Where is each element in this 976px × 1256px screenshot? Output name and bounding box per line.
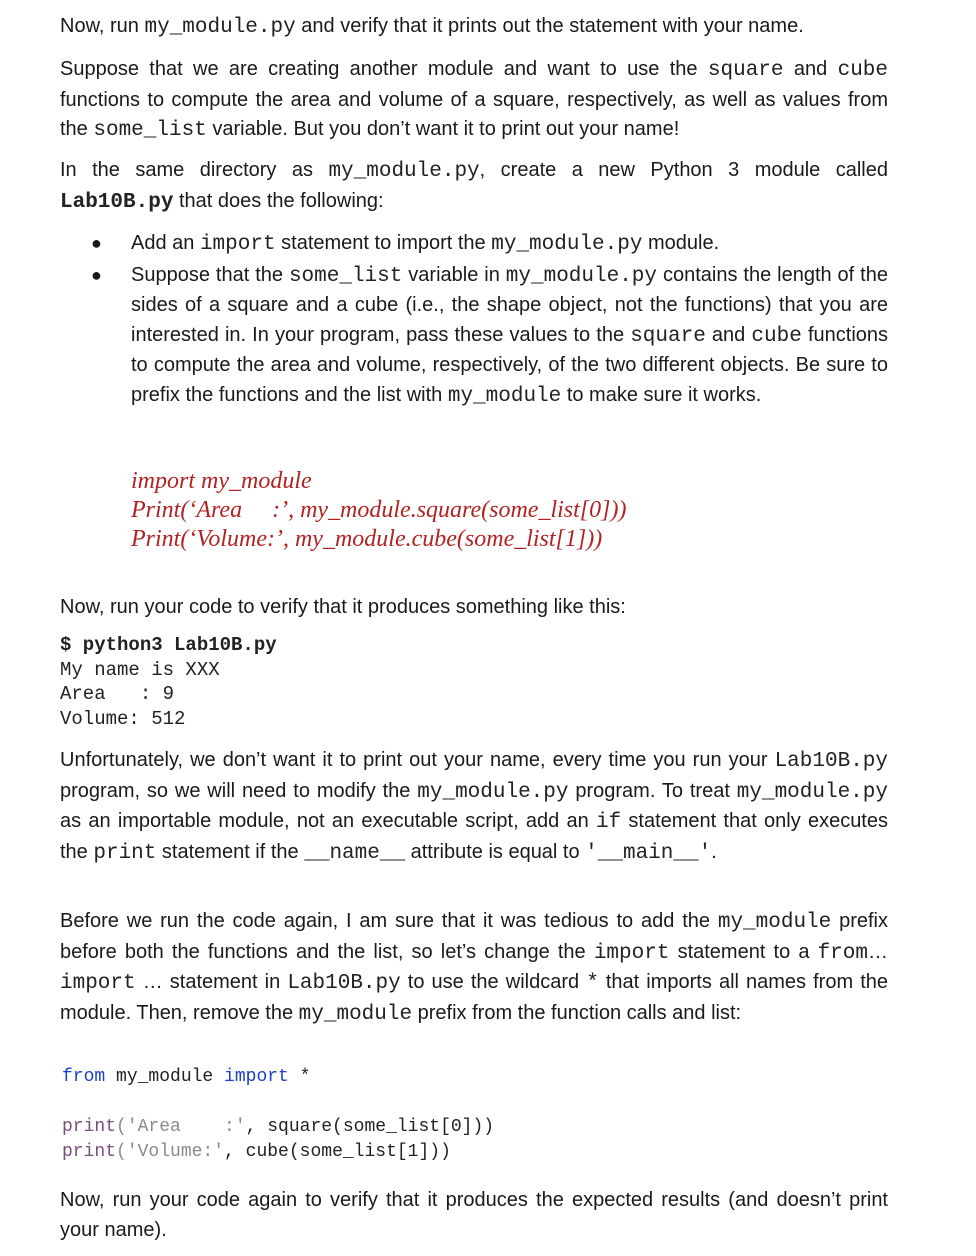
text: variable. But you don’t want it to print out your name! [206,118,680,140]
inline-code: some_list [93,119,207,142]
bullet-item-import [91,229,888,260]
text: functions to compute the area and volume of a square, respectively, as well as values from the [60,88,888,140]
text: In the same directory as [60,159,329,181]
handwritten-line: Print(‘Volume:’, my_module.cube(some_list[1])) [131,526,603,552]
text: statement to a [669,940,818,963]
text: prefix before both the functions and the list, so let’s change the [60,910,889,963]
inline-code: * [586,972,599,995]
paragraph-create-module [60,156,888,217]
handwritten-line: Print(‘Area :’, my_module.square(some_list[0])) [131,497,627,523]
text: Suppose that we are creating another module and want to use the [60,58,708,80]
text: … [868,940,888,963]
bullet-list [91,229,889,411]
text: that does the following: [173,189,384,212]
code-keyword: import [224,1067,289,1087]
inline-code: if [595,811,622,834]
text: program. To treat [568,779,737,802]
inline-code: my_module.py [505,264,658,288]
code-string: ('Area :' [116,1117,246,1137]
paragraph-suppose-module [60,55,888,146]
inline-code: import [199,233,276,256]
paragraph-unfortunately [60,746,888,868]
inline-code: import [60,972,136,995]
text: statement to import the [275,232,492,254]
paragraph-run-module [60,12,888,43]
code-line [62,1065,494,1090]
inline-code: my_module.py [328,160,480,183]
inline-code: my_module [298,1002,413,1026]
handwritten-line: import my_module [131,468,312,494]
inline-code: my_module.py [491,233,643,256]
text: and verify that it prints out the statement with your name. [295,15,804,37]
text: and [783,58,838,80]
code-blank-line [62,1090,494,1115]
inline-code: from [817,941,868,965]
inline-code: square [707,59,784,82]
text: prefix from the function calls and list: [412,1001,742,1024]
terminal-command: $ python3 Lab10B.py [60,634,277,656]
bullet-item-some-list [91,261,889,412]
handwritten-answer [131,467,626,554]
code-block-from-import [62,1065,494,1165]
text: Add an [131,232,200,254]
text: as an importable module, not an executable script, add an [60,810,596,832]
text: … statement in [135,971,288,993]
code-text: , square(some_list[0])) [245,1117,495,1137]
text: . [711,840,717,863]
text: contains the length of the sides of a square and a cube (i.e., the shape object, not the functions) that you are interested in. In your program, pass these values to the [131,263,888,346]
code-function: print [62,1142,117,1162]
paragraph-run-again [60,1186,888,1245]
inline-code: import [593,941,670,965]
inline-code: cube [837,59,889,82]
code-line [62,1115,494,1140]
inline-code: my_module.py [736,780,888,804]
text: variable in [402,263,506,286]
bullet-icon: ● [91,264,102,285]
text: , create a new Python 3 module called [479,159,888,181]
inline-code: my_module.py [417,780,569,804]
inline-code: my_module [717,911,832,934]
bullet-icon: ● [91,233,102,253]
inline-code: some_list [288,264,403,288]
code-function: print [62,1117,117,1137]
text: that imports all names from the module. Then, remove the [60,971,888,1024]
text: and [705,323,752,346]
inline-code: cube [751,324,802,348]
inline-code: my_module [447,384,562,408]
text: program, so we will need to modify the [60,779,418,802]
text: Before we run the code again, I am sure that it was tedious to add the [60,910,718,932]
paragraph-before-run [60,907,888,1029]
code-text: * [288,1067,311,1087]
text: Now, run your code to verify that it produces something like this: [60,596,626,618]
text: Suppose that the [131,263,289,286]
terminal-line: Volume: 512 [60,707,186,730]
text: functions to compute the area and volume, respectively, of the two different objects. Be sure to prefix the functions and the list with [131,323,889,406]
code-line [62,1140,494,1165]
inline-code: Lab10B.py [287,972,401,995]
code-keyword: from [62,1067,106,1087]
inline-code: __name__ [304,841,406,865]
code-string: ('Volume:' [116,1142,225,1162]
text: statement that only executes the [60,810,888,863]
text: statement if the [156,840,305,863]
paragraph-run-code [60,593,888,623]
inline-code-bold: Lab10B.py [60,190,174,214]
inline-code: Lab10B.py [774,750,888,773]
terminal-line: My name is XXX [60,658,220,681]
terminal-output [60,633,277,731]
text: Now, run [60,15,145,37]
text: attribute is equal to [405,840,586,863]
text: to make sure it works. [561,383,762,406]
text: Unfortunately, we don’t want it to print out your name, every time you run your [60,749,775,771]
inline-code: '__main__' [585,841,712,865]
code-text: , cube(some_list[1])) [224,1142,451,1162]
text: to use the wildcard [400,971,587,993]
terminal-line: Area : 9 [60,683,175,705]
code-text: my_module [105,1067,225,1087]
inline-code: square [630,324,706,348]
text: module. [642,232,720,254]
inline-code: my_module.py [144,16,296,39]
text: Now, run your code again to verify that it produces the expected results (and doesn’t print your name). [60,1189,888,1241]
inline-code: print [93,841,157,865]
